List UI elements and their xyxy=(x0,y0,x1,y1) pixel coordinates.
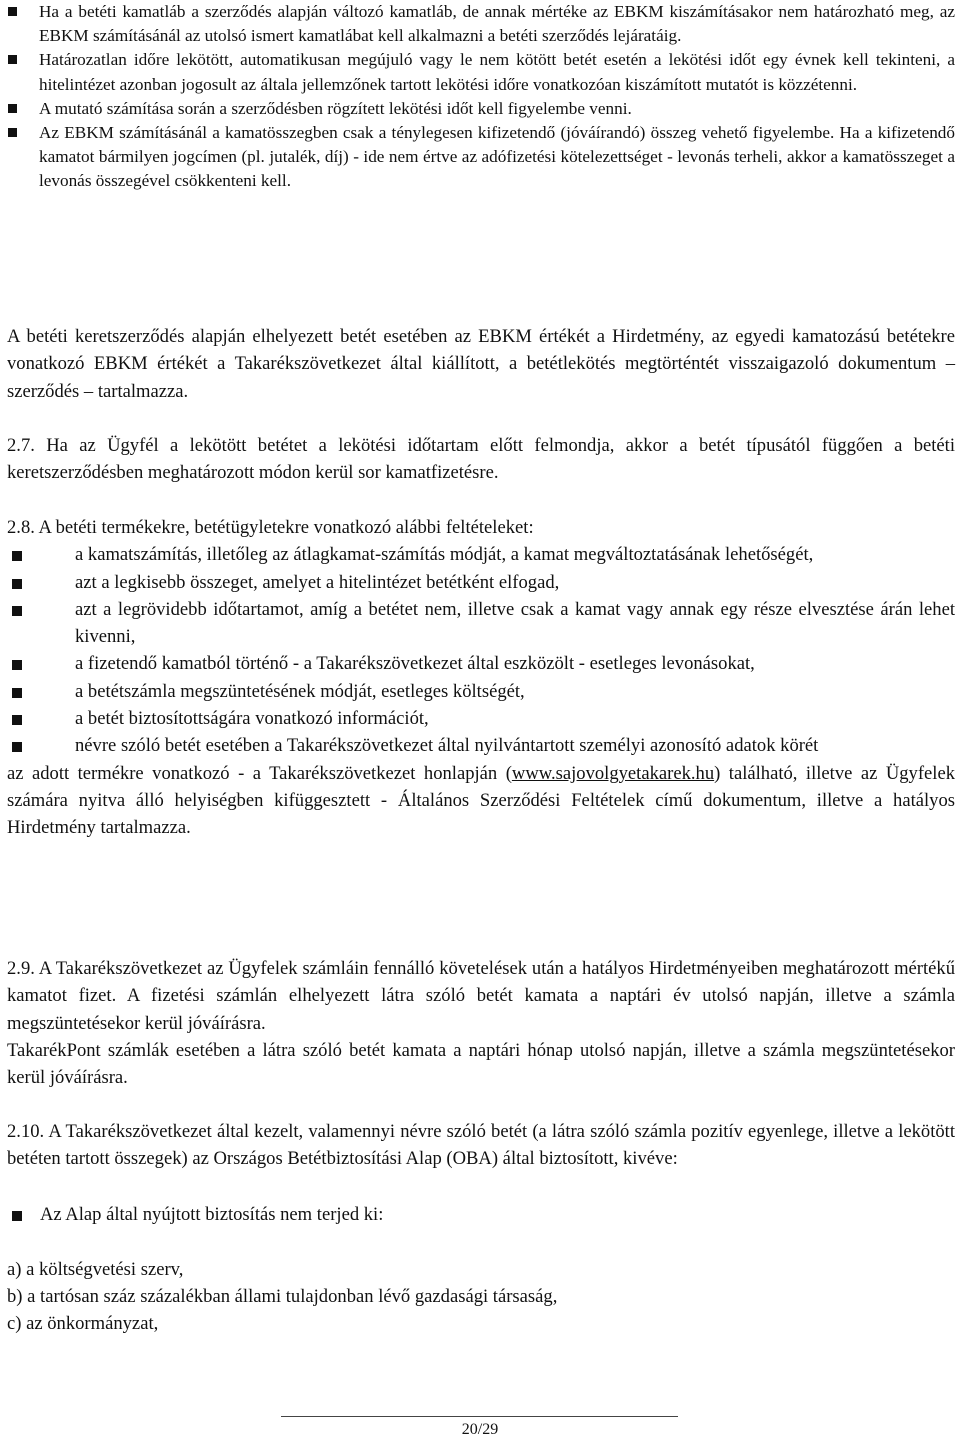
outro-text: az adott termékre vonatkozó - a Takarékszövetkezet honlapján ( xyxy=(7,762,512,784)
list-item: a betétszámla megszüntetésének módját, esetleges költségét, xyxy=(7,678,955,705)
section-2-7 xyxy=(7,432,955,487)
list-item: c) az önkormányzat, xyxy=(7,1313,159,1335)
list-item: b) a tartósan száz százalékban állami tulajdonban lévő gazdasági társaság, xyxy=(7,1286,558,1308)
section-text: A Takarékszövetkezet által kezelt, valamennyi névre szóló betét (a látra szóló számla pozitív egyenlege, illetve a lekötött betéten tartott összegek) az Országos Betétbiztosítási Alap (OBA) által biztosított, kivéve: xyxy=(7,1121,955,1170)
ebkm-rules-list xyxy=(7,0,955,194)
section-outro xyxy=(7,760,955,842)
footer-divider xyxy=(281,1416,678,1417)
section-number: 2.7. xyxy=(7,435,35,456)
section-heading xyxy=(7,514,955,541)
section-paragraph xyxy=(7,1118,955,1173)
list-item: névre szóló betét esetében a Takarékszövetkezet által nyilvántartott személyi azonosító adatok körét xyxy=(7,732,955,759)
section-number: 2.8. xyxy=(7,517,35,538)
list-item: Az Alap által nyújtott biztosítás nem terjed ki: xyxy=(7,1201,955,1228)
list-item: a kamatszámítás, illetőleg az átlagkamat-számítás módját, a kamat megváltoztatásának lehetőségét, xyxy=(7,541,955,568)
website-link[interactable]: www.sajovolgyetakarek.hu xyxy=(511,762,715,784)
section-paragraph-2: TakarékPont számlák esetében a látra szóló betét kamata a naptári hónap utolsó napján, illetve a számla megszüntetésekor kerül jóváírásra. xyxy=(7,1039,955,1089)
section-number: 2.10. xyxy=(7,1121,45,1142)
list-item: a betét biztosítottságára vonatkozó információt, xyxy=(7,705,955,732)
section-2-10 xyxy=(7,1118,955,1338)
list-item: Ha a betéti kamatláb a szerződés alapján változó kamatláb, de annak mértéke az EBKM kiszámításakor nem határozható meg, az EBKM számításánál az utolsó ismert kamatlábat kell alkalmazni a betéti szerződés lejáratáig. xyxy=(7,0,955,48)
list-item: a fizetendő kamatból történő - a Takarékszövetkezet által eszközölt - esetleges levonásokat, xyxy=(7,650,955,677)
section-paragraph xyxy=(7,955,955,1037)
list-item: azt a legkisebb összeget, amelyet a hitelintézet betétként elfogad, xyxy=(7,569,955,596)
section-text: A Takarékszövetkezet az Ügyfelek számláin fennálló követelések után a hatályos Hirdetményeiben meghatározott mértékű kamatot fizet. A fizetési számlán elhelyezett látra szóló betét kamata a naptári év utolsó napján, illetve a számla megszüntetésekor kerül jóváírásra. xyxy=(7,958,955,1034)
section-2-9 xyxy=(7,955,955,1091)
list-item: A mutató számítása során a szerződésben rögzített lekötési időt kell figyelembe venni. xyxy=(7,97,955,121)
section-2-8 xyxy=(7,514,955,842)
section-intro: A betéti termékekre, betétügyletekre vonatkozó alábbi feltételeket: xyxy=(38,517,534,538)
list-item: Határozatlan időre lekötött, automatikusan megújuló vagy le nem kötött betét esetén a lekötési időt egy évnek kell tekinteni, a hitelintézet azonban jogosult az általa jellemzőnek tartott lekötési időre vonatkozóan kiszámított mutatót is közzétenni. xyxy=(7,48,955,96)
list-item: a) a költségvetési szerv, xyxy=(7,1258,184,1280)
section-number: 2.9. xyxy=(7,958,35,979)
outro-text-2: ) található, illetve az Ügyfelek számára nyitva álló helyiségben kifüggesztett - Általános Szerződési Feltételek című dokumentum, illetve a hatályos Hirdetmény tartalmazza. xyxy=(7,762,955,839)
page-number: 20/29 xyxy=(461,1421,499,1438)
list-item: azt a legrövidebb időtartamot, amíg a betétet nem, illetve csak a kamat vagy annak egy része elvesztése árán lehet kivenni, xyxy=(7,596,955,651)
section-text: Ha az Ügyfél a lekötött betétet a lekötési időtartam előtt felmondja, akkor a betét típusától függően a betéti keretszerződésben meghatározott módon kerül sor kamatfizetésre. xyxy=(7,435,955,484)
list-item: Az EBKM számításánál a kamatösszegben csak a ténylegesen kifizetendő (jóváírandó) összeg vehető figyelembe. Ha a kifizetendő kamatot bármilyen jogcímen (pl. jutalék, díj) - ide nem értve az adófizetési kötelezettséget - levonás terheli, akkor a kamatösszeget a levonás összegével csökkenteni kell. xyxy=(7,121,955,194)
exception-list xyxy=(7,1256,955,1338)
paragraph-keretszerzodes: A betéti keretszerződés alapján elhelyezett betét esetében az EBKM értékét a Hirdetmény, az egyedi kamatozású betétekre vonatkozó EBKM értékét a Takarékszövetkezet által kiállított, a betétlekötés megtörténtét visszaigazoló dokumentum – szerződés – tartalmazza. xyxy=(7,326,955,402)
